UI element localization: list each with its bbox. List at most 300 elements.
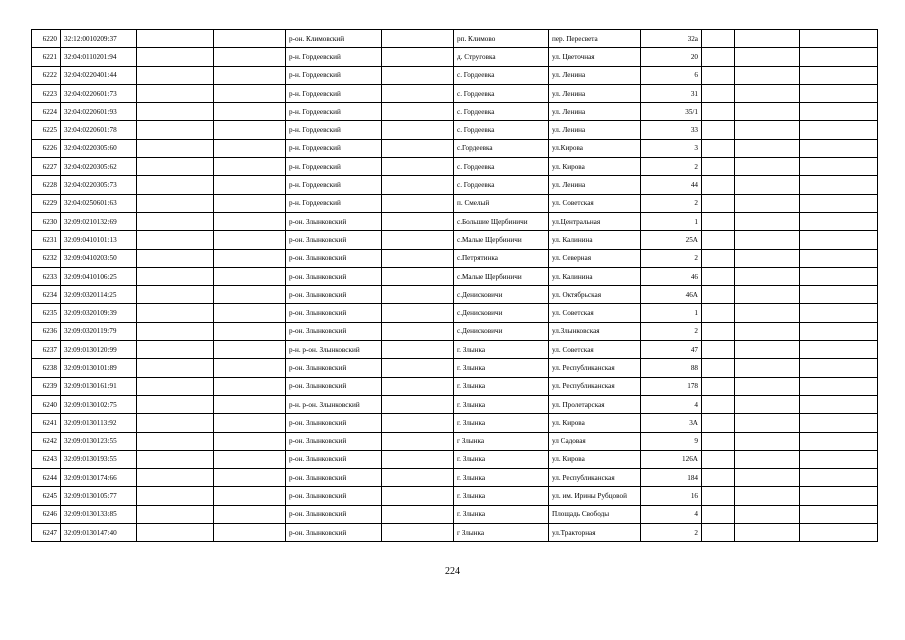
empty-cell	[702, 341, 735, 359]
empty-cell	[382, 322, 454, 340]
empty-cell	[137, 359, 214, 377]
row-number-cell: 6222	[32, 66, 61, 84]
table-row	[32, 48, 878, 66]
empty-cell	[735, 469, 800, 487]
empty-cell	[735, 505, 800, 523]
empty-cell	[800, 103, 878, 121]
street-cell: Площадь Свободы	[549, 505, 641, 523]
empty-cell	[735, 414, 800, 432]
empty-cell	[702, 176, 735, 194]
empty-cell	[702, 267, 735, 285]
empty-cell	[214, 249, 286, 267]
street-cell: ул. Пролетарская	[549, 395, 641, 413]
empty-cell	[382, 432, 454, 450]
house-number-cell: 33	[641, 121, 702, 139]
district-cell: р-он. Злынковский	[286, 487, 382, 505]
row-number-cell: 6242	[32, 432, 61, 450]
empty-cell	[382, 359, 454, 377]
empty-cell	[214, 432, 286, 450]
empty-cell	[735, 48, 800, 66]
cadastral-number-cell: 32:09:0130105:77	[61, 487, 137, 505]
empty-cell	[382, 487, 454, 505]
empty-cell	[735, 487, 800, 505]
cadastral-number-cell: 32:04:0220601:93	[61, 103, 137, 121]
locality-cell: г. Злынка	[454, 450, 549, 468]
empty-cell	[214, 84, 286, 102]
empty-cell	[137, 432, 214, 450]
empty-cell	[800, 84, 878, 102]
locality-cell: с. Гордеевка	[454, 158, 549, 176]
street-cell: ул. Республиканская	[549, 359, 641, 377]
house-number-cell: 46	[641, 267, 702, 285]
empty-cell	[800, 48, 878, 66]
empty-cell	[800, 432, 878, 450]
empty-cell	[214, 524, 286, 542]
empty-cell	[382, 450, 454, 468]
empty-cell	[382, 194, 454, 212]
registry-body	[32, 30, 878, 542]
empty-cell	[382, 469, 454, 487]
cadastral-number-cell: 32:09:0130123:55	[61, 432, 137, 450]
district-cell: р-н. р-он. Злынковский	[286, 341, 382, 359]
cadastral-number-cell: 32:09:0130101:89	[61, 359, 137, 377]
row-number-cell: 6241	[32, 414, 61, 432]
house-number-cell: 178	[641, 377, 702, 395]
cadastral-number-cell: 32:09:0130113:92	[61, 414, 137, 432]
row-number-cell: 6220	[32, 30, 61, 48]
cadastral-number-cell: 32:04:0250601:63	[61, 194, 137, 212]
empty-cell	[214, 48, 286, 66]
cadastral-number-cell: 32:04:0220401:44	[61, 66, 137, 84]
district-cell: р-он. Климовский	[286, 30, 382, 48]
district-cell: р-н. Гордеевский	[286, 158, 382, 176]
locality-cell: с.Малые Щербиничи	[454, 267, 549, 285]
table-row	[32, 341, 878, 359]
empty-cell	[214, 304, 286, 322]
district-cell: р-н. Гордеевский	[286, 176, 382, 194]
house-number-cell: 184	[641, 469, 702, 487]
row-number-cell: 6235	[32, 304, 61, 322]
empty-cell	[702, 121, 735, 139]
empty-cell	[735, 121, 800, 139]
house-number-cell: 3	[641, 139, 702, 157]
cadastral-number-cell: 32:09:0130161:91	[61, 377, 137, 395]
table-row	[32, 267, 878, 285]
street-cell: ул. Республиканская	[549, 377, 641, 395]
locality-cell: с.Большие Щербиничи	[454, 212, 549, 230]
district-cell: р-он. Злынковский	[286, 304, 382, 322]
row-number-cell: 6247	[32, 524, 61, 542]
table-row	[32, 487, 878, 505]
house-number-cell: 32а	[641, 30, 702, 48]
row-number-cell: 6231	[32, 231, 61, 249]
empty-cell	[702, 48, 735, 66]
street-cell: ул. им. Ирины Рубцовой	[549, 487, 641, 505]
empty-cell	[214, 359, 286, 377]
empty-cell	[214, 267, 286, 285]
house-number-cell: 46А	[641, 286, 702, 304]
empty-cell	[800, 414, 878, 432]
cadastral-number-cell: 32:09:0210132:69	[61, 212, 137, 230]
street-cell: ул. Ленина	[549, 176, 641, 194]
table-row	[32, 395, 878, 413]
row-number-cell: 6234	[32, 286, 61, 304]
district-cell: р-он. Злынковский	[286, 450, 382, 468]
row-number-cell: 6240	[32, 395, 61, 413]
empty-cell	[137, 304, 214, 322]
empty-cell	[702, 524, 735, 542]
cadastral-number-cell: 32:04:0220601:73	[61, 84, 137, 102]
empty-cell	[735, 84, 800, 102]
empty-cell	[735, 304, 800, 322]
row-number-cell: 6230	[32, 212, 61, 230]
locality-cell: с.Денисковичи	[454, 286, 549, 304]
cadastral-number-cell: 32:09:0410101:13	[61, 231, 137, 249]
table-row	[32, 139, 878, 157]
empty-cell	[800, 231, 878, 249]
locality-cell: г. Злынка	[454, 341, 549, 359]
empty-cell	[214, 487, 286, 505]
empty-cell	[800, 341, 878, 359]
cadastral-number-cell: 32:09:0130174:66	[61, 469, 137, 487]
district-cell: р-н. Гордеевский	[286, 66, 382, 84]
district-cell: р-он. Злынковский	[286, 322, 382, 340]
row-number-cell: 6223	[32, 84, 61, 102]
locality-cell: с. Гордеевка	[454, 66, 549, 84]
empty-cell	[137, 267, 214, 285]
empty-cell	[735, 450, 800, 468]
empty-cell	[214, 66, 286, 84]
street-cell: ул.Центральная	[549, 212, 641, 230]
empty-cell	[382, 231, 454, 249]
street-cell: ул.Злынковская	[549, 322, 641, 340]
empty-cell	[382, 286, 454, 304]
street-cell: ул. Калинина	[549, 267, 641, 285]
empty-cell	[137, 414, 214, 432]
table-row	[32, 194, 878, 212]
cadastral-number-cell: 32:09:0410106:25	[61, 267, 137, 285]
table-row	[32, 359, 878, 377]
district-cell: р-он. Злынковский	[286, 267, 382, 285]
street-cell: ул. Калинина	[549, 231, 641, 249]
empty-cell	[800, 249, 878, 267]
district-cell: р-он. Злынковский	[286, 359, 382, 377]
locality-cell: г. Злынка	[454, 377, 549, 395]
empty-cell	[800, 487, 878, 505]
empty-cell	[735, 267, 800, 285]
empty-cell	[735, 212, 800, 230]
table-row	[32, 377, 878, 395]
locality-cell: г Злынка	[454, 524, 549, 542]
empty-cell	[382, 249, 454, 267]
cadastral-number-cell: 32:09:0320109:39	[61, 304, 137, 322]
locality-cell: с. Гордеевка	[454, 103, 549, 121]
empty-cell	[137, 121, 214, 139]
street-cell: ул. Республиканская	[549, 469, 641, 487]
table-row	[32, 30, 878, 48]
row-number-cell: 6225	[32, 121, 61, 139]
empty-cell	[214, 30, 286, 48]
row-number-cell: 6236	[32, 322, 61, 340]
row-number-cell: 6237	[32, 341, 61, 359]
empty-cell	[382, 267, 454, 285]
table-row	[32, 176, 878, 194]
empty-cell	[382, 121, 454, 139]
cadastral-number-cell: 32:09:0410203:50	[61, 249, 137, 267]
empty-cell	[702, 286, 735, 304]
empty-cell	[800, 505, 878, 523]
empty-cell	[735, 30, 800, 48]
empty-cell	[382, 304, 454, 322]
cadastral-number-cell: 32:09:0320119:79	[61, 322, 137, 340]
empty-cell	[382, 377, 454, 395]
cadastral-number-cell: 32:04:0220305:60	[61, 139, 137, 157]
empty-cell	[800, 395, 878, 413]
locality-cell: г. Злынка	[454, 414, 549, 432]
row-number-cell: 6245	[32, 487, 61, 505]
house-number-cell: 1	[641, 304, 702, 322]
district-cell: р-н. Гордеевский	[286, 194, 382, 212]
empty-cell	[382, 395, 454, 413]
district-cell: р-н. Гордеевский	[286, 103, 382, 121]
house-number-cell: 1	[641, 212, 702, 230]
house-number-cell: 9	[641, 432, 702, 450]
locality-cell: с. Гордеевка	[454, 176, 549, 194]
row-number-cell: 6244	[32, 469, 61, 487]
empty-cell	[382, 505, 454, 523]
empty-cell	[702, 158, 735, 176]
empty-cell	[137, 395, 214, 413]
district-cell: р-он. Злынковский	[286, 231, 382, 249]
district-cell: р-он. Злынковский	[286, 432, 382, 450]
house-number-cell: 2	[641, 322, 702, 340]
table-row	[32, 505, 878, 523]
empty-cell	[382, 66, 454, 84]
empty-cell	[735, 194, 800, 212]
house-number-cell: 2	[641, 194, 702, 212]
empty-cell	[137, 30, 214, 48]
table-row	[32, 158, 878, 176]
empty-cell	[702, 450, 735, 468]
house-number-cell: 35/1	[641, 103, 702, 121]
locality-cell: д. Струговка	[454, 48, 549, 66]
empty-cell	[137, 176, 214, 194]
locality-cell: г. Злынка	[454, 359, 549, 377]
street-cell: ул. Северная	[549, 249, 641, 267]
row-number-cell: 6246	[32, 505, 61, 523]
row-number-cell: 6233	[32, 267, 61, 285]
empty-cell	[800, 304, 878, 322]
empty-cell	[735, 158, 800, 176]
table-row	[32, 212, 878, 230]
district-cell: р-н. Гордеевский	[286, 48, 382, 66]
district-cell: р-н. Гордеевский	[286, 121, 382, 139]
cadastral-number-cell: 32:12:0010209:37	[61, 30, 137, 48]
district-cell: р-он. Злынковский	[286, 377, 382, 395]
street-cell: ул. Кирова	[549, 414, 641, 432]
table-row	[32, 414, 878, 432]
empty-cell	[800, 176, 878, 194]
cadastral-number-cell: 32:04:0220601:78	[61, 121, 137, 139]
locality-cell: п. Смелый	[454, 194, 549, 212]
row-number-cell: 6227	[32, 158, 61, 176]
empty-cell	[137, 322, 214, 340]
empty-cell	[137, 139, 214, 157]
empty-cell	[800, 524, 878, 542]
empty-cell	[735, 231, 800, 249]
table-row	[32, 249, 878, 267]
street-cell: пер. Пересвета	[549, 30, 641, 48]
cadastral-number-cell: 32:04:0220305:62	[61, 158, 137, 176]
cadastral-number-cell: 32:09:0130102:75	[61, 395, 137, 413]
locality-cell: с.Петрятинка	[454, 249, 549, 267]
table-row	[32, 121, 878, 139]
empty-cell	[735, 322, 800, 340]
house-number-cell: 44	[641, 176, 702, 194]
empty-cell	[382, 48, 454, 66]
cadastral-number-cell: 32:09:0320114:25	[61, 286, 137, 304]
empty-cell	[702, 377, 735, 395]
house-number-cell: 2	[641, 524, 702, 542]
house-number-cell: 6	[641, 66, 702, 84]
locality-cell: г Злынка	[454, 432, 549, 450]
house-number-cell: 16	[641, 487, 702, 505]
empty-cell	[137, 249, 214, 267]
empty-cell	[735, 395, 800, 413]
empty-cell	[214, 231, 286, 249]
cadastral-number-cell: 32:09:0130120:99	[61, 341, 137, 359]
empty-cell	[800, 66, 878, 84]
empty-cell	[214, 103, 286, 121]
house-number-cell: 126А	[641, 450, 702, 468]
empty-cell	[702, 194, 735, 212]
empty-cell	[800, 377, 878, 395]
locality-cell: г. Злынка	[454, 395, 549, 413]
empty-cell	[137, 487, 214, 505]
street-cell: ул.Тракторная	[549, 524, 641, 542]
empty-cell	[800, 30, 878, 48]
empty-cell	[702, 304, 735, 322]
empty-cell	[735, 139, 800, 157]
locality-cell: г. Злынка	[454, 505, 549, 523]
empty-cell	[800, 139, 878, 157]
empty-cell	[214, 286, 286, 304]
table-row	[32, 322, 878, 340]
house-number-cell: 2	[641, 158, 702, 176]
empty-cell	[382, 341, 454, 359]
page-number: 224	[445, 566, 460, 577]
street-cell: ул. Цветочная	[549, 48, 641, 66]
empty-cell	[214, 450, 286, 468]
locality-cell: г. Злынка	[454, 487, 549, 505]
street-cell: ул. Ленина	[549, 84, 641, 102]
house-number-cell: 25А	[641, 231, 702, 249]
district-cell: р-он. Злынковский	[286, 249, 382, 267]
empty-cell	[137, 286, 214, 304]
empty-cell	[702, 212, 735, 230]
locality-cell: с. Гордеевка	[454, 84, 549, 102]
house-number-cell: 31	[641, 84, 702, 102]
table-row	[32, 432, 878, 450]
locality-cell: с.Денисковичи	[454, 304, 549, 322]
house-number-cell: 2	[641, 249, 702, 267]
empty-cell	[137, 377, 214, 395]
empty-cell	[702, 469, 735, 487]
cadastral-number-cell: 32:04:0110201:94	[61, 48, 137, 66]
row-number-cell: 6239	[32, 377, 61, 395]
row-number-cell: 6221	[32, 48, 61, 66]
empty-cell	[382, 158, 454, 176]
row-number-cell: 6226	[32, 139, 61, 157]
empty-cell	[800, 322, 878, 340]
empty-cell	[382, 30, 454, 48]
empty-cell	[137, 469, 214, 487]
district-cell: р-он. Злынковский	[286, 524, 382, 542]
row-number-cell: 6238	[32, 359, 61, 377]
district-cell: р-он. Злынковский	[286, 414, 382, 432]
empty-cell	[137, 194, 214, 212]
street-cell: ул Садовая	[549, 432, 641, 450]
house-number-cell: 47	[641, 341, 702, 359]
empty-cell	[800, 194, 878, 212]
empty-cell	[735, 249, 800, 267]
cadastral-number-cell: 32:09:0130133:85	[61, 505, 137, 523]
district-cell: р-н. р-он. Злынковский	[286, 395, 382, 413]
empty-cell	[214, 322, 286, 340]
empty-cell	[137, 103, 214, 121]
empty-cell	[214, 139, 286, 157]
cadastral-number-cell: 32:09:0130147:40	[61, 524, 137, 542]
street-cell: ул. Кирова	[549, 450, 641, 468]
house-number-cell: 3А	[641, 414, 702, 432]
row-number-cell: 6243	[32, 450, 61, 468]
empty-cell	[800, 267, 878, 285]
empty-cell	[214, 176, 286, 194]
street-cell: ул. Советская	[549, 341, 641, 359]
empty-cell	[735, 341, 800, 359]
empty-cell	[382, 84, 454, 102]
empty-cell	[137, 84, 214, 102]
table-row	[32, 103, 878, 121]
empty-cell	[735, 103, 800, 121]
district-cell: р-он. Злынковский	[286, 286, 382, 304]
empty-cell	[735, 359, 800, 377]
empty-cell	[214, 469, 286, 487]
empty-cell	[735, 66, 800, 84]
table-row	[32, 84, 878, 102]
empty-cell	[800, 359, 878, 377]
district-cell: р-н. Гордеевский	[286, 84, 382, 102]
empty-cell	[214, 194, 286, 212]
empty-cell	[702, 249, 735, 267]
locality-cell: с.Денисковичи	[454, 322, 549, 340]
table-row	[32, 469, 878, 487]
empty-cell	[702, 103, 735, 121]
empty-cell	[137, 66, 214, 84]
empty-cell	[735, 432, 800, 450]
empty-cell	[800, 286, 878, 304]
street-cell: ул. Советская	[549, 304, 641, 322]
table-row	[32, 524, 878, 542]
district-cell: р-н. Гордеевский	[286, 139, 382, 157]
empty-cell	[137, 158, 214, 176]
house-number-cell: 88	[641, 359, 702, 377]
empty-cell	[214, 377, 286, 395]
street-cell: ул. Октябрьская	[549, 286, 641, 304]
street-cell: ул. Ленина	[549, 121, 641, 139]
empty-cell	[382, 524, 454, 542]
district-cell: р-он. Злынковский	[286, 212, 382, 230]
